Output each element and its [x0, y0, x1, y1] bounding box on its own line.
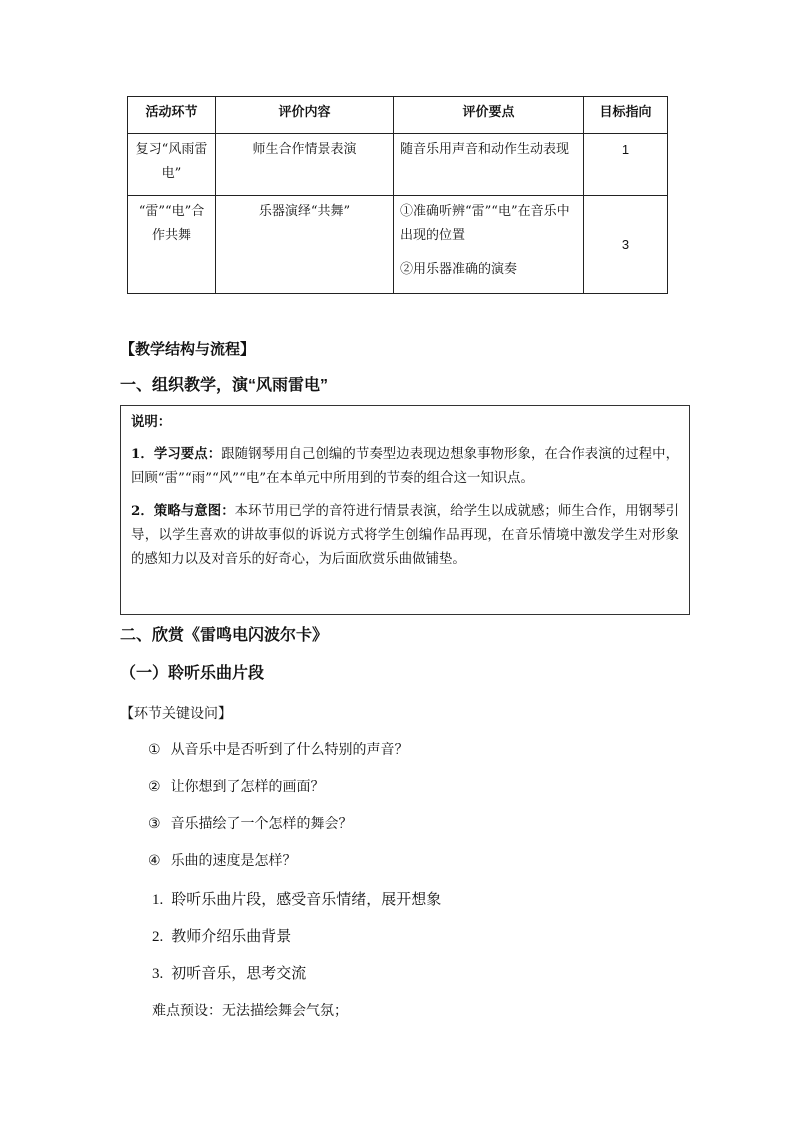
table-row	[128, 196, 668, 294]
question-item	[148, 813, 353, 833]
step-text: 初听音乐，思考交流	[171, 966, 307, 982]
explanation-item-2	[131, 499, 679, 572]
cell-goal: 1	[584, 134, 668, 196]
question-item	[148, 739, 409, 759]
step-number: 3.	[152, 966, 164, 982]
point-text: ②用乐器准确的演奏	[400, 262, 518, 277]
cell-content: 师生合作情景表演	[216, 134, 394, 196]
question-text: 让你想到了怎样的画面？	[170, 779, 325, 795]
step-text: 教师介绍乐曲背景	[171, 929, 292, 945]
cell-goal: 3	[584, 196, 668, 294]
header-activity: 活动环节	[128, 97, 216, 134]
step-text: 聆听乐曲片段，感受音乐情绪，展开想象	[171, 892, 442, 908]
item-1-label: 1．学习要点：	[131, 446, 222, 462]
item-2-text: 本环节用已学的音符进行情景表演，给学生以成就感；师生合作，用钢琴引导，以学生喜欢的讲故事似的诉说方式将学生创编作品再现，在音乐情境中激发学生对形象的感知力以及对音乐的好奇心，为后面欣赏乐曲做铺垫。	[131, 504, 679, 567]
explanation-item-1	[131, 442, 679, 491]
question-number: ①	[148, 742, 161, 758]
evaluation-table	[127, 96, 668, 294]
step-number: 2.	[152, 929, 164, 945]
question-number: ③	[148, 816, 161, 832]
step-item	[152, 962, 306, 983]
header-goal: 目标指向	[584, 97, 668, 134]
subsection1-title: （一）聆听乐曲片段	[120, 665, 265, 682]
table-row	[128, 134, 668, 196]
item-1-text: 跟随钢琴用自己创编的节奏型边表现边想象事物形象，在合作表演的过程中，回顾“雷”“雨”“风”“电”在本单元中所用到的节奏的组合这一知识点。	[131, 447, 679, 486]
question-text: 音乐描绘了一个怎样的舞会？	[170, 816, 353, 832]
header-content: 评价内容	[216, 97, 394, 134]
question-item	[148, 850, 297, 870]
cell-points	[394, 196, 584, 294]
point-text: 随音乐用声音和动作生动表现	[400, 142, 570, 157]
item-2-label: 2．策略与意图：	[131, 503, 235, 519]
section2-title: 二、欣赏《雷鸣电闪波尔卡》	[120, 627, 329, 644]
step-number: 1.	[152, 892, 164, 908]
question-text: 乐曲的速度是怎样？	[170, 853, 297, 869]
cell-points	[394, 134, 584, 196]
step-item	[152, 888, 441, 909]
point-text: ①准确听辨“雷”“电”在音乐中出现的位置	[400, 204, 570, 243]
header-points: 评价要点	[394, 97, 584, 134]
explanation-title: 说明：	[131, 414, 172, 430]
question-number: ④	[148, 853, 161, 869]
section1-title: 一、组织教学，演“风雨雷电”	[120, 377, 329, 394]
key-questions-label: 【环节关键设问】	[120, 706, 232, 722]
question-item	[148, 776, 325, 796]
table-header-row	[128, 97, 668, 134]
difficulty-note: 难点预设：无法描绘舞会气氛；	[152, 1003, 348, 1019]
section-bracket-heading: 【教学结构与流程】	[120, 341, 256, 358]
cell-content: 乐器演绎“共舞”	[216, 196, 394, 294]
step-item	[152, 925, 291, 946]
cell-activity: 复习“风雨雷电”	[128, 134, 216, 196]
cell-activity: “雷”“电”合作共舞	[128, 196, 216, 294]
question-text: 从音乐中是否听到了什么特别的声音？	[170, 742, 409, 758]
question-number: ②	[148, 779, 161, 795]
explanation-box	[120, 405, 690, 615]
